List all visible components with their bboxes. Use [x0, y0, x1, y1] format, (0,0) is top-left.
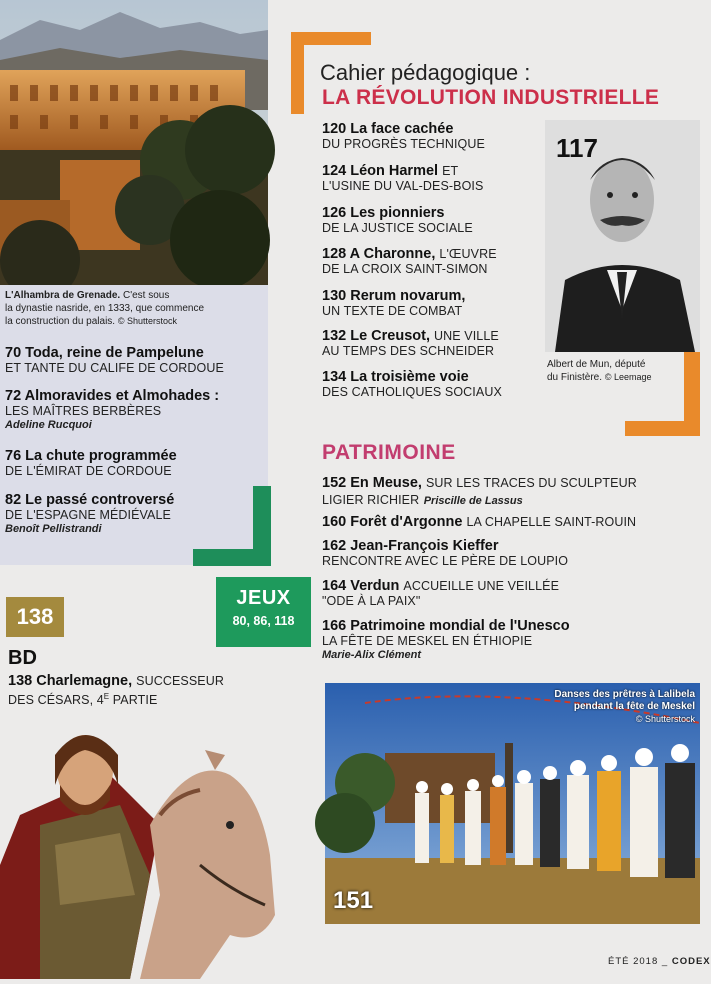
mun-page-badge: 117 [556, 133, 598, 163]
toc-entry-70[interactable]: 70 Toda, reine de Pampelune ET TANTE DU CALIFE DE CORDOUE [5, 345, 224, 375]
orange-bracket-left [291, 32, 304, 114]
green-bracket-foot [193, 549, 271, 566]
toc-entry-138[interactable]: 138 Charlemagne, SUCCESSEUR DES CÉSARS, $4^E$ PARTIE [8, 673, 224, 708]
orange-bracket-foot [625, 421, 700, 436]
jeux-title: JEUX [236, 587, 291, 609]
alhambra-photo [0, 0, 268, 285]
alhambra-caption: L'Alhambra de Grenade. C'est sous la dynastie nasride, en 1333, que commence la construction du palais. © Shutterstock [5, 290, 205, 327]
toc-entry-76[interactable]: 76 La chute programmée DE L'ÉMIRAT DE CORDOUE [5, 448, 177, 478]
bd-label: BD [8, 647, 37, 669]
patrimoine-title: PATRIMOINE [322, 441, 456, 464]
charlemagne-illustration [0, 715, 275, 979]
page-footer: ÉTÉ 2018 _ CODEX [608, 956, 711, 967]
toc-entry-124[interactable]: 124 Léon Harmel ET L'USINE DU VAL-DES-BOIS [322, 163, 484, 193]
toc-entry-130[interactable]: 130 Rerum novarum, UN TEXTE DE COMBAT [322, 288, 466, 318]
mun-caption: Albert de Mun, député du Finistère. © Leemage [547, 359, 652, 383]
toc-entry-128[interactable]: 128 A Charonne, L'ŒUVRE DE LA CROIX SAINT-SIMON [322, 246, 497, 276]
bd-page-badge: 138 [6, 597, 64, 637]
toc-entry-162[interactable]: 162 Jean-François Kieffer RENCONTRE AVEC LE PÈRE DE LOUPIO [322, 538, 569, 568]
cahier-label: Cahier pédagogique : [320, 60, 531, 85]
toc-entry-82[interactable]: 82 Le passé controversé DE L'ESPAGNE MÉDIÉVALE Benoît Pellistrandi [5, 492, 175, 535]
toc-entry-126[interactable]: 126 Les pionniers DE LA JUSTICE SOCIALE [322, 205, 473, 235]
toc-entry-160[interactable]: 160 Forêt d'Argonne LA CHAPELLE SAINT-ROUIN [322, 514, 637, 530]
toc-entry-166[interactable]: 166 Patrimoine mondial de l'Unesco LA FÊTE DE MESKEL EN ÉTHIOPIE Marie-Alix Clément [322, 618, 570, 661]
toc-entry-120[interactable]: 120 La face cachée DU PROGRÈS TECHNIQUE [322, 121, 485, 151]
toc-entry-132[interactable]: 132 Le Creusot, UNE VILLE AU TEMPS DES SCHNEIDER [322, 328, 499, 358]
cahier-title: LA RÉVOLUTION INDUSTRIELLE [322, 86, 660, 109]
toc-entry-164[interactable]: 164 Verdun ACCUEILLE UNE VEILLÉE "ODE À LA PAIX" [322, 578, 560, 608]
jeux-box[interactable] [216, 577, 311, 647]
jeux-pages: 80, 86, 118 [232, 614, 295, 628]
lalibela-page-badge: 151 [333, 887, 374, 914]
toc-entry-134[interactable]: 134 La troisième voie DES CATHOLIQUES SOCIAUX [322, 369, 502, 399]
toc-entry-72[interactable]: 72 Almoravides et Almohades : LES MAÎTRES BERBÈRES Adeline Rucquoi [5, 388, 220, 431]
toc-entry-152[interactable]: 152 En Meuse, SUR LES TRACES DU SCULPTEUR LIGIER RICHIER Priscille de Lassus [322, 475, 637, 507]
lalibela-caption: Danses des prêtres à Lalibela pendant la fête de Meskel © Shutterstock [554, 689, 695, 724]
